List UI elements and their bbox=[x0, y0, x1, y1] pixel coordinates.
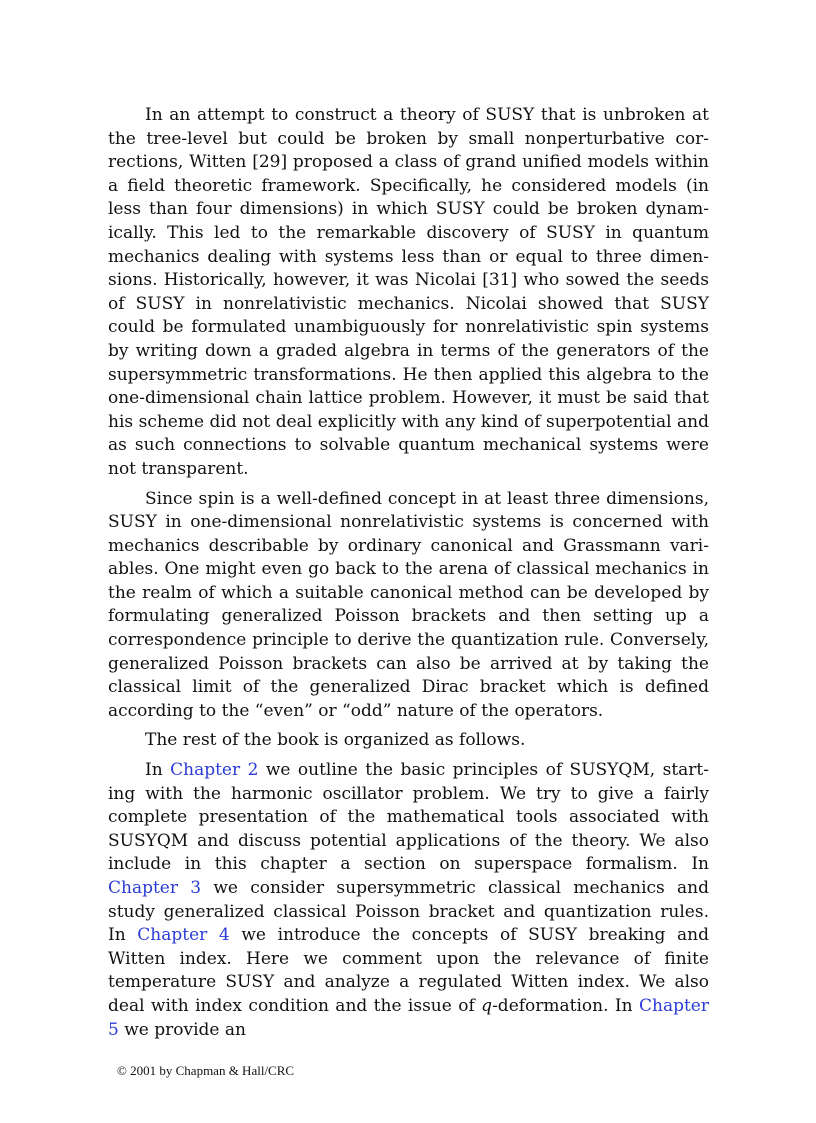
paragraph-1: In an attempt to construct a theory of SUSY that is unbroken at the tree-level but could be broken by small nonperturbative corrections, Witten [29] proposed a class of grand unified models within a field theoretic framework. Specifically, he considered models (in less than four dimensions) in which SUSY could be broken dynamically. This led to the remarkable discovery of SUSY in quantum mechanics dealing with systems less than or equal to three dimensions. Historically, however, it was Nicolai [31] who sowed the seeds of SUSY in nonrelativistic mechanics. Nicolai showed that SUSY could be formulated unambiguously for nonrelativistic spin systems by writing down a graded algebra in terms of the generators of the supersymmetric transformations. He then applied this algebra to the one-dimensional chain lattice problem. However, it must be said that his scheme did not deal explicitly with any kind of superpotential and as such connections to solvable quantum mechanical systems were not transparent. bbox=[108, 105, 709, 479]
q-variable: q bbox=[481, 995, 493, 1016]
paragraph-3: The rest of the book is organized as follows. bbox=[145, 730, 526, 751]
text-segment: we consider supersymmetric classical mechanics and study generalized classical Poisson bracket and quantization rules. In bbox=[108, 878, 709, 946]
text-segment: -deformation. In bbox=[492, 995, 639, 1016]
text-segment: we outline the basic principles of SUSYQM, starting with the harmonic oscillator problem. We try to give a fairly complete presentation of the mathematical tools associated with SUSYQM and discuss potential applications of the theory. We also include in this chapter a section on superspace formalism. In bbox=[108, 760, 709, 875]
copyright-footer: © 2001 by Chapman & Hall/CRC bbox=[117, 1063, 295, 1078]
paragraph-4 bbox=[108, 759, 709, 1042]
chapter-2-link[interactable]: Chapter 2 bbox=[170, 760, 259, 781]
chapter-5-link[interactable]: Chapter 5 bbox=[108, 995, 709, 1040]
text-segment: we introduce the concepts of SUSY breaking and Witten index. Here we comment upon the relevance of finite temperature SUSY and analyze a regulated Witten index. We also deal with index condition and the issue of bbox=[108, 925, 709, 1016]
chapter-3-link[interactable]: Chapter 3 bbox=[108, 878, 202, 898]
page-body bbox=[108, 104, 709, 1048]
text-segment: In bbox=[145, 760, 171, 781]
paragraph-2: Since spin is a well-defined concept in at least three dimensions, SUSY in one-dimensional nonrelativistic systems is concerned with mechanics describable by ordinary canonical and Grassmann variables. One might even go back to the arena of classical mechanics in the realm of which a suitable canonical method can be developed by formulating generalized Poisson brackets and then setting up a correspondence principle to derive the quantization rule. Conversely, generalized Poisson brackets can also be arrived at by taking the classical limit of the generalized Dirac bracket which is defined according to the “even” or “odd” nature of the operators. bbox=[108, 488, 709, 721]
text-segment: we provide an bbox=[118, 1019, 246, 1040]
chapter-4-link[interactable]: Chapter 4 bbox=[137, 925, 230, 946]
